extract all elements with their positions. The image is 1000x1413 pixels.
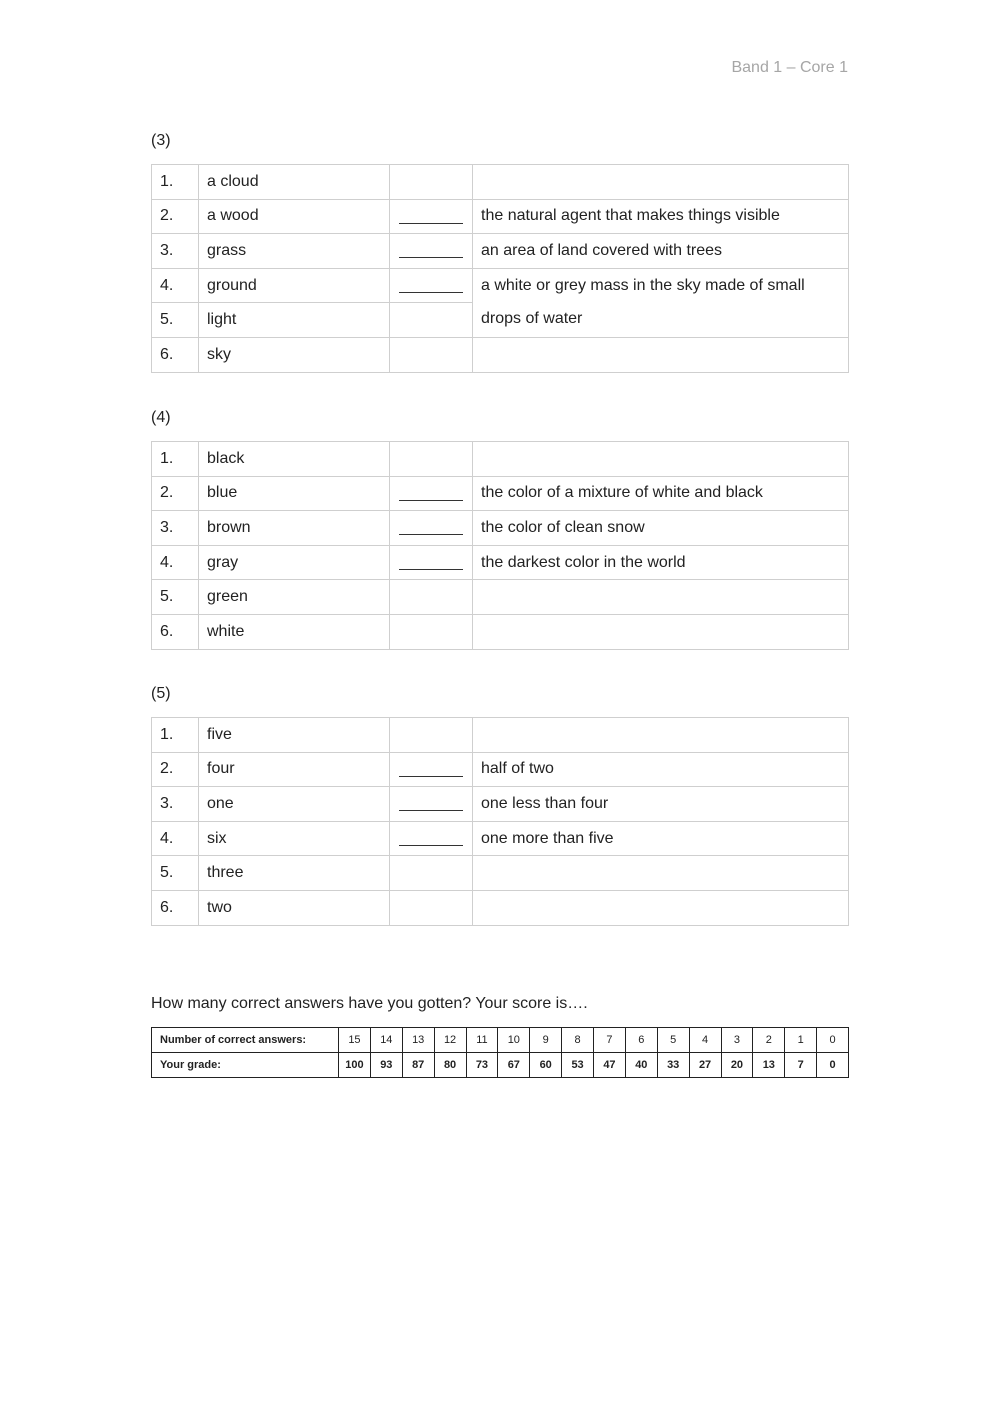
grade-cell: 73: [466, 1053, 498, 1078]
row-number: 5.: [152, 856, 199, 891]
answer-blank[interactable]: [399, 243, 463, 258]
matching-table-3: [151, 164, 849, 373]
blank-cell: [390, 821, 473, 856]
correct-count-cell: 7: [594, 1028, 626, 1053]
answer-blank[interactable]: [399, 796, 463, 811]
table-row: [152, 580, 849, 615]
correct-count-cell: 0: [817, 1028, 849, 1053]
blank-cell: [390, 268, 473, 303]
word-cell: two: [199, 890, 390, 925]
row-number: 1.: [152, 442, 199, 477]
grade-cell: 0: [817, 1053, 849, 1078]
blank-cell: [390, 511, 473, 546]
definition-cell: the darkest color in the world: [473, 545, 849, 580]
correct-count-cell: 10: [498, 1028, 530, 1053]
table-row: [152, 752, 849, 787]
word-cell: ground: [199, 268, 390, 303]
definition-cell: one less than four: [473, 787, 849, 822]
word-cell: three: [199, 856, 390, 891]
grade-cell: 60: [530, 1053, 562, 1078]
page-header: Band 1 – Core 1: [731, 59, 848, 76]
row-number: 6.: [152, 890, 199, 925]
definition-cell: [473, 614, 849, 649]
row-number: 3.: [152, 234, 199, 269]
word-cell: black: [199, 442, 390, 477]
word-cell: gray: [199, 545, 390, 580]
definition-cell: [473, 890, 849, 925]
definition-cell: [473, 718, 849, 753]
blank-cell: [390, 752, 473, 787]
word-cell: grass: [199, 234, 390, 269]
row-number: 2.: [152, 199, 199, 234]
word-cell: green: [199, 580, 390, 615]
blank-cell: [390, 303, 473, 338]
table-row: [152, 787, 849, 822]
grade-cell: 67: [498, 1053, 530, 1078]
correct-count-cell: 15: [339, 1028, 371, 1053]
definition-cell: an area of land covered with trees: [473, 234, 849, 269]
correct-count-cell: 4: [689, 1028, 721, 1053]
row-number: 2.: [152, 752, 199, 787]
correct-answers-label: Number of correct answers:: [152, 1028, 339, 1053]
correct-count-cell: 12: [434, 1028, 466, 1053]
correct-count-cell: 14: [370, 1028, 402, 1053]
blank-cell: [390, 199, 473, 234]
correct-count-cell: 8: [562, 1028, 594, 1053]
blank-cell: [390, 476, 473, 511]
row-number: 4.: [152, 268, 199, 303]
matching-table-4: [151, 441, 849, 650]
row-number: 5.: [152, 580, 199, 615]
word-cell: light: [199, 303, 390, 338]
table-row: [152, 856, 849, 891]
blank-cell: [390, 614, 473, 649]
correct-count-cell: 13: [402, 1028, 434, 1053]
word-cell: sky: [199, 337, 390, 372]
word-cell: four: [199, 752, 390, 787]
grade-cell: 13: [753, 1053, 785, 1078]
grade-cell: 100: [339, 1053, 371, 1078]
correct-answers-row: [152, 1028, 849, 1053]
correct-count-cell: 9: [530, 1028, 562, 1053]
table-row: [152, 442, 849, 477]
table-row: [152, 234, 849, 269]
grade-cell: 53: [562, 1053, 594, 1078]
answer-blank[interactable]: [399, 278, 463, 293]
grade-cell: 20: [721, 1053, 753, 1078]
table-row: [152, 614, 849, 649]
grade-cell: 80: [434, 1053, 466, 1078]
grade-cell: 87: [402, 1053, 434, 1078]
word-cell: five: [199, 718, 390, 753]
table-row: [152, 337, 849, 372]
row-number: 1.: [152, 165, 199, 200]
row-number: 2.: [152, 476, 199, 511]
definition-cell: [473, 337, 849, 372]
correct-count-cell: 3: [721, 1028, 753, 1053]
correct-count-cell: 2: [753, 1028, 785, 1053]
correct-count-cell: 6: [625, 1028, 657, 1053]
grade-label: Your grade:: [152, 1053, 339, 1078]
matching-table-5: [151, 717, 849, 926]
table-row: [152, 199, 849, 234]
definition-cell: half of two: [473, 752, 849, 787]
grade-cell: 7: [785, 1053, 817, 1078]
answer-blank[interactable]: [399, 555, 463, 570]
blank-cell: [390, 337, 473, 372]
correct-count-cell: 1: [785, 1028, 817, 1053]
table-row: [152, 890, 849, 925]
correct-count-cell: 5: [657, 1028, 689, 1053]
table-row: [152, 821, 849, 856]
row-number: 3.: [152, 787, 199, 822]
table-row: [152, 165, 849, 200]
definition-cell: the color of a mixture of white and black: [473, 476, 849, 511]
section-3-label: (3): [151, 132, 171, 149]
score-question: How many correct answers have you gotten? Your score is….: [151, 995, 588, 1012]
answer-blank[interactable]: [399, 831, 463, 846]
answer-blank[interactable]: [399, 209, 463, 224]
section-5-label: (5): [151, 685, 171, 702]
definition-cell: [473, 165, 849, 200]
word-cell: six: [199, 821, 390, 856]
blank-cell: [390, 856, 473, 891]
row-number: 5.: [152, 303, 199, 338]
blank-cell: [390, 442, 473, 477]
definition-cell: [473, 442, 849, 477]
row-number: 6.: [152, 337, 199, 372]
table-row: [152, 268, 849, 303]
word-cell: brown: [199, 511, 390, 546]
word-cell: a wood: [199, 199, 390, 234]
answer-blank[interactable]: [399, 520, 463, 535]
blank-cell: [390, 890, 473, 925]
answer-blank[interactable]: [399, 762, 463, 777]
row-number: 4.: [152, 545, 199, 580]
blank-cell: [390, 545, 473, 580]
blank-cell: [390, 787, 473, 822]
blank-cell: [390, 234, 473, 269]
blank-cell: [390, 165, 473, 200]
answer-blank[interactable]: [399, 486, 463, 501]
section-4-label: (4): [151, 409, 171, 426]
word-cell: one: [199, 787, 390, 822]
blank-cell: [390, 580, 473, 615]
grade-cell: 47: [594, 1053, 626, 1078]
table-row: [152, 545, 849, 580]
table-row: [152, 511, 849, 546]
word-cell: white: [199, 614, 390, 649]
definition-cell: [473, 856, 849, 891]
table-row: [152, 476, 849, 511]
grade-cell: 27: [689, 1053, 721, 1078]
grade-cell: 93: [370, 1053, 402, 1078]
row-number: 3.: [152, 511, 199, 546]
word-cell: blue: [199, 476, 390, 511]
row-number: 4.: [152, 821, 199, 856]
definition-cell: the natural agent that makes things visible: [473, 199, 849, 234]
row-number: 6.: [152, 614, 199, 649]
correct-count-cell: 11: [466, 1028, 498, 1053]
definition-cell: one more than five: [473, 821, 849, 856]
definition-cell: a white or grey mass in the sky made of small drops of water: [473, 268, 849, 337]
grade-cell: 33: [657, 1053, 689, 1078]
table-row: [152, 718, 849, 753]
definition-cell: [473, 580, 849, 615]
score-table: [151, 1027, 849, 1078]
definition-cell: the color of clean snow: [473, 511, 849, 546]
word-cell: a cloud: [199, 165, 390, 200]
grade-cell: 40: [625, 1053, 657, 1078]
row-number: 1.: [152, 718, 199, 753]
grade-row: [152, 1053, 849, 1078]
blank-cell: [390, 718, 473, 753]
